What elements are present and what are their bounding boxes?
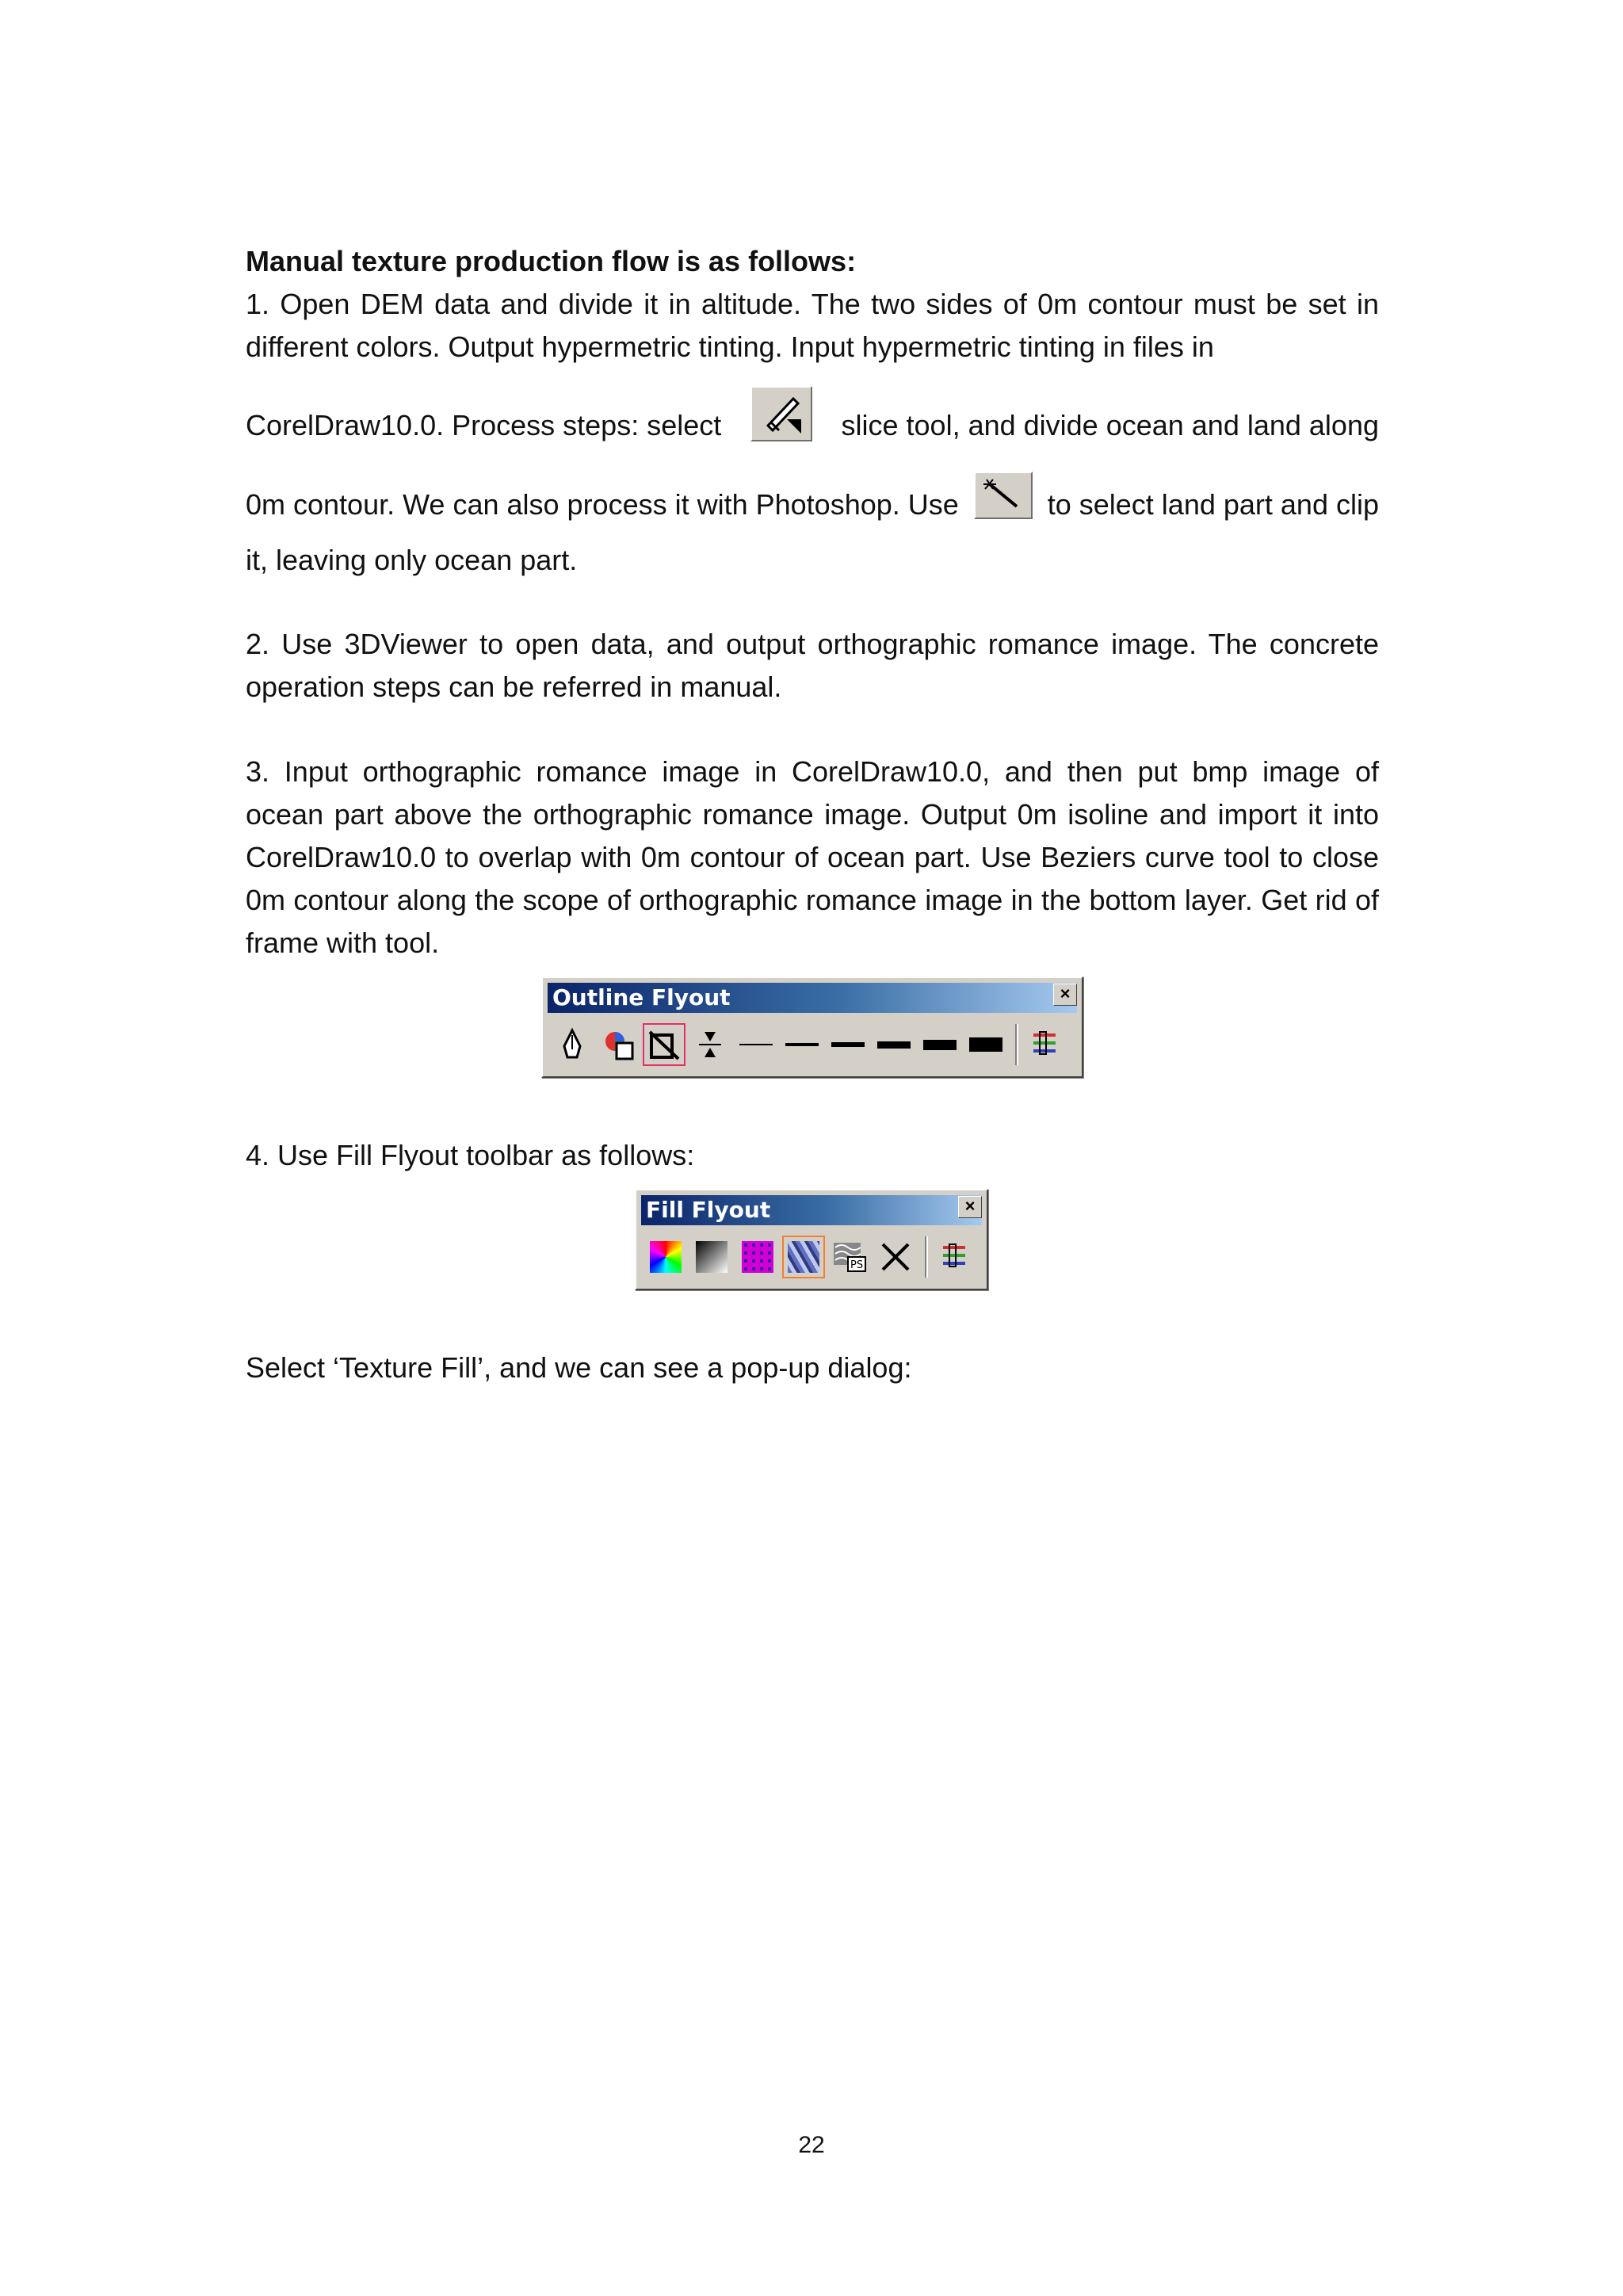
- step-1-line-2: [246, 404, 1379, 447]
- outline-flyout-toolbar: [541, 976, 1083, 1078]
- slice-tool-icon: [750, 386, 812, 441]
- fill-flyout-buttons: [644, 1232, 979, 1282]
- line-width-2-icon[interactable]: [781, 1023, 823, 1066]
- fill-flyout-close-button[interactable]: ×: [958, 1196, 982, 1218]
- step-1-line-3: [246, 483, 1379, 526]
- step-1-text-after-wand: to select land part and clip: [1047, 488, 1379, 521]
- line-width-6-icon[interactable]: [964, 1023, 1007, 1066]
- outline-flyout-title: Outline Flyout: [548, 983, 1077, 1013]
- line-width-5-icon[interactable]: [918, 1023, 961, 1066]
- toolbar-separator: [925, 1236, 928, 1278]
- fountain-fill-icon[interactable]: [690, 1236, 733, 1278]
- step-1-paragraph: 1. Open DEM data and divide it in altitude. The two sides of 0m contour must be set in different colors. Output hypermetric tinting. Input hypermetric tinting in files in: [246, 288, 1379, 363]
- toolbar-separator: [1015, 1024, 1018, 1065]
- svg-text:PS: PS: [850, 1259, 864, 1271]
- step-1-text-before-wand: 0m contour. We can also process it with Photoshop. Use: [246, 488, 959, 521]
- step-1-text-before-slice: CorelDraw10.0. Process steps: select: [246, 409, 722, 441]
- closing-line: Select ‘Texture Fill’, and we can see a pop-up dialog:: [246, 1351, 912, 1384]
- texture-fill-icon[interactable]: [782, 1236, 825, 1278]
- outline-properties-icon[interactable]: [1023, 1023, 1066, 1066]
- outline-color-icon[interactable]: [597, 1023, 640, 1066]
- outline-flyout-buttons: [551, 1019, 1074, 1070]
- fill-flyout-title: Fill Flyout: [641, 1195, 982, 1225]
- step-4-line: 4. Use Fill Flyout toolbar as follows:: [246, 1139, 695, 1171]
- fill-flyout-toolbar: [635, 1189, 988, 1290]
- step-1-line-4: it, leaving only ocean part.: [246, 544, 578, 576]
- line-width-3-icon[interactable]: [827, 1023, 869, 1066]
- fill-properties-icon[interactable]: [933, 1236, 976, 1278]
- line-width-4-icon[interactable]: [873, 1023, 915, 1066]
- step-2-paragraph: 2. Use 3DViewer to open data, and output orthographic romance image. The concrete operation steps can be referred in manual.: [246, 628, 1379, 703]
- no-outline-icon[interactable]: [643, 1023, 685, 1066]
- outline-pen-icon[interactable]: [551, 1023, 594, 1066]
- step-3-paragraph: 3. Input orthographic romance image in CorelDraw10.0, and then put bmp image of ocean part above the orthographic romance image. Output 0m isoline and import it into CorelDraw10.0 to overlap with 0m contour of ocean part. Use Beziers curve tool to close 0m contour along the scope of orthographic romance image in the bottom layer. Get rid of frame with tool.: [246, 755, 1379, 959]
- pattern-fill-icon[interactable]: [736, 1236, 779, 1278]
- hairline-icon[interactable]: [689, 1023, 731, 1066]
- no-fill-icon[interactable]: [874, 1236, 917, 1278]
- section-heading: Manual texture production flow is as follows:: [246, 245, 857, 277]
- magic-wand-icon: [974, 472, 1033, 519]
- uniform-fill-icon[interactable]: [644, 1236, 687, 1278]
- page-number: 22: [798, 2132, 825, 2158]
- outline-flyout-close-button[interactable]: ×: [1053, 984, 1077, 1006]
- step-1-text-after-slice: slice tool, and divide ocean and land along: [841, 409, 1379, 441]
- line-width-1-icon[interactable]: [735, 1023, 777, 1066]
- postscript-fill-icon[interactable]: [828, 1236, 871, 1278]
